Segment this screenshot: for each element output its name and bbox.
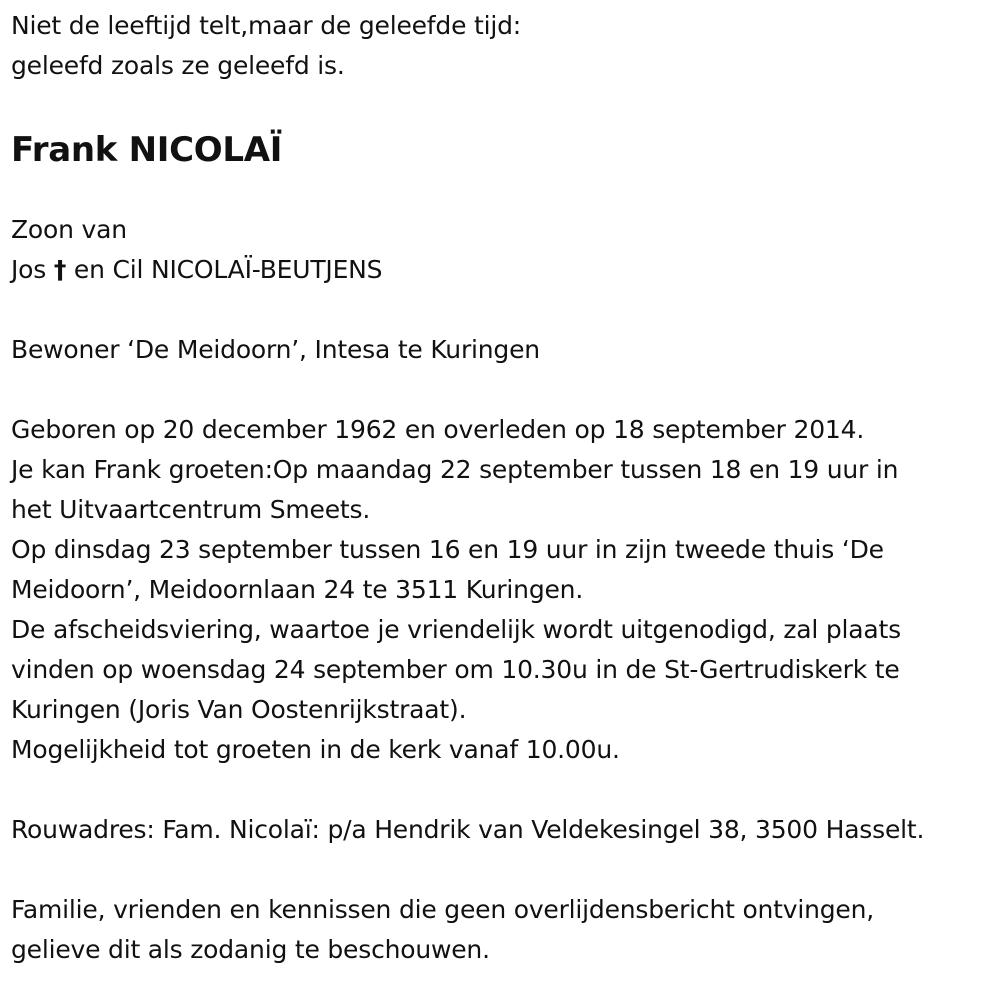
spacer xyxy=(11,850,990,890)
closing-line-1: Familie, vrienden en kennissen die geen overlijdensbericht ontvingen, xyxy=(11,895,875,924)
mourning-address: Rouwadres: Fam. Nicolaï: p/a Hendrik van Veldekesingel 38, 3500 Hasselt. xyxy=(11,815,925,844)
parents-names xyxy=(11,250,990,290)
spacer xyxy=(11,370,990,410)
residence-line: Bewoner ‘De Meidoorn’, Intesa te Kuringen xyxy=(11,335,540,364)
parents-intro: Zoon van xyxy=(11,215,127,244)
detail-line-visit-monday-place: het Uitvaartcentrum Smeets. xyxy=(11,495,371,524)
detail-line-visit-monday: Je kan Frank groeten:Op maandag 22 september tussen 18 en 19 uur in xyxy=(11,455,899,484)
mother-and-family-name: en Cil NICOLAÏ-BEUTJENS xyxy=(73,255,383,284)
spacer xyxy=(11,770,990,810)
deceased-name: Frank NICOLAÏ xyxy=(11,130,283,170)
spacer xyxy=(11,290,990,330)
detail-line-ceremony-place: Kuringen (Joris Van Oostenrijkstraat). xyxy=(11,695,467,724)
detail-line-ceremony: De afscheidsviering, waartoe je vriendelijk wordt uitgenodigd, zal plaats xyxy=(11,615,901,644)
detail-line-visit-tuesday-place: Meidoorn’, Meidoornlaan 24 te 3511 Kuringen. xyxy=(11,575,584,604)
detail-line-visit-tuesday: Op dinsdag 23 september tussen 16 en 19 uur in zijn tweede thuis ‘De xyxy=(11,535,884,564)
detail-line-ceremony-date: vinden op woensdag 24 september om 10.30u in de St-Gertrudiskerk te xyxy=(11,655,900,684)
detail-line-birth-death: Geboren op 20 december 1962 en overleden op 18 september 2014. xyxy=(11,415,865,444)
closing-line-2: gelieve dit als zodanig te beschouwen. xyxy=(11,935,490,964)
motto-line-1: Niet de leeftijd telt,maar de geleefde tijd: xyxy=(11,11,521,40)
motto-line-2: geleefd zoals ze geleefd is. xyxy=(11,51,345,80)
detail-line-church-visit: Mogelijkheid tot groeten in de kerk vanaf 10.00u. xyxy=(11,735,620,764)
cross-icon: † xyxy=(53,255,67,284)
father-name: Jos xyxy=(11,255,47,284)
